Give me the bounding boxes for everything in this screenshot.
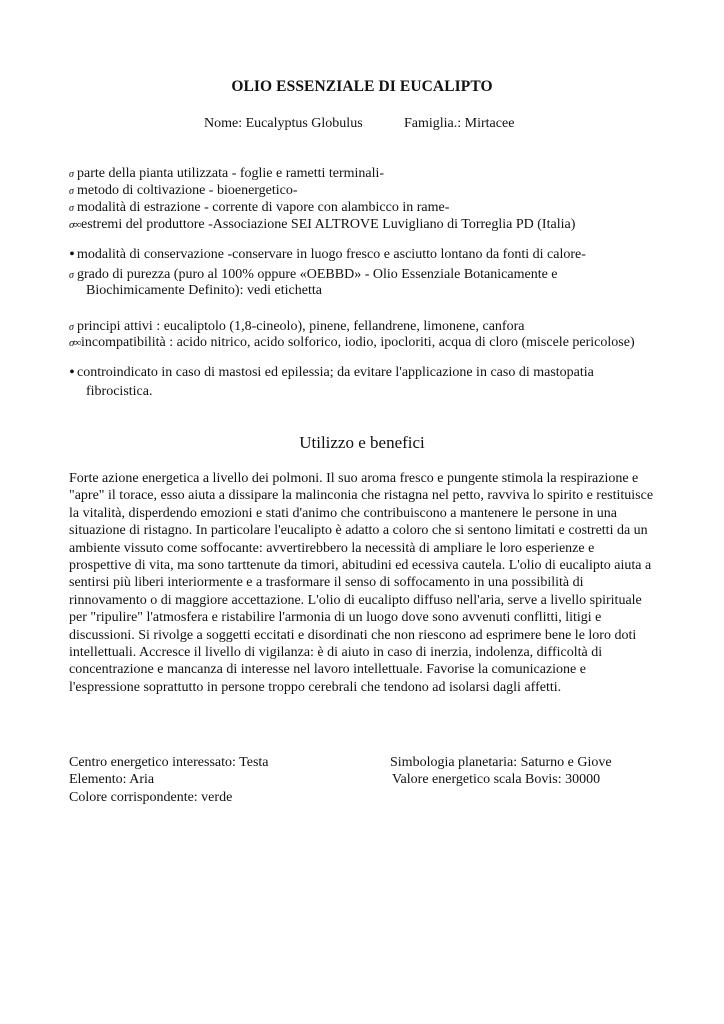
- property-purity: [69, 266, 558, 284]
- plant-family: Famiglia.: Mirtacee: [404, 116, 515, 131]
- planetary-symbology: Simbologia planetaria: Saturno e Giove: [390, 755, 612, 770]
- property-text: modalità di conservazione -conservare in luogo fresco e asciutto lontano da fonti di calore-: [77, 247, 586, 262]
- element: Elemento: Aria: [69, 772, 155, 787]
- bullet-marker: σ: [69, 322, 74, 333]
- property-text: modalità di estrazione - corrente di vapore con alambicco in rame-: [77, 200, 450, 215]
- bullet-marker: σ∞: [69, 337, 81, 349]
- benefits-paragraph: [69, 470, 659, 696]
- property-text: metodo di coltivazione - bioenergetico-: [77, 183, 298, 198]
- bovis-value: Valore energetico scala Bovis: 30000: [392, 772, 601, 787]
- property-extraction: [69, 199, 449, 217]
- benefits-text: Forte azione energetica a livello dei polmoni. Il suo aroma fresco e pungente stimola la respirazione e "apre" il torace, esso aiuta a dissipare la malinconia che ristagna nel petto, ravviva lo spirito e restituisce la vitalità, disperdendo emozioni e stati d'animo che contribuiscono a mantenere le persone in una situazione di ristagno. In particolare l'eucalipto è adatto a coloro che si sentono limitati e costretti da un ambiente vissuto come soffocante: avvertirebbero la necessità di ampliare le loro esperienze e prospettive di vita, ma sono tarttenute da timori, abitudini ed ecessiva cautela. L'olio di eucalipto aiuta a sentirsi più liberi interiormente e a trasformare il senso di soffocamento in una possibilità di rinnovamento o di maggiore accettazione. L'olio di eucalipto diffuso nell'aria, serve a livello spirituale per "ripulire" l'atmosfera e ristabilire l'armonia di un luogo dove sono avvenuti conflitti, litigi e discussioni. Si rivolge a soggetti eccitati e disordinati che non riescono ad esprimere bene le loro doti intellettuali. Accresce il livello di vigilanza: è di aiuto in caso di inerzia, indolenza, difficoltà di concentrazione e mancanza di interesse nel lavoro intellettuale. Favorise la comunicazione e l'espressione soprattutto in persone troppo cerebrali che tendono ad isolarsi dagli affetti.: [69, 471, 654, 695]
- property-contraindications: [69, 364, 594, 381]
- energy-center: Centro energetico interessato: Testa: [69, 755, 269, 770]
- property-text: grado di purezza (puro al 100% oppure «OEBBD» - Olio Essenziale Botanicamente e: [77, 267, 558, 282]
- property-conservation: [69, 246, 586, 263]
- bullet-marker: σ: [69, 169, 74, 180]
- bullet-marker: σ: [69, 270, 74, 281]
- property-part: [69, 165, 384, 183]
- corresponding-color: Colore corrispondente: verde: [69, 790, 233, 805]
- property-text: incompatibilità : acido nitrico, acido solforico, iodio, ipocloriti, acqua di cloro (miscele pericolose): [81, 335, 635, 350]
- property-producer: [69, 216, 575, 234]
- property-text: controindicato in caso di mastosi ed epilessia; da evitare l'applicazione in caso di mastopatia: [77, 365, 594, 380]
- property-text: principi attivi : eucaliptolo (1,8-cineolo), pinene, fellandrene, limonene, canfora: [77, 319, 525, 334]
- section-heading: Utilizzo e benefici: [299, 433, 425, 452]
- property-incompatibility: [69, 334, 635, 352]
- property-text: parte della pianta utilizzata - foglie e rametti terminali-: [77, 166, 385, 181]
- bullet-marker: σ∞: [69, 219, 81, 231]
- property-purity-continued: Biochimicamente Definito): vedi etichetta: [86, 283, 322, 298]
- bullet-marker: σ: [69, 203, 74, 214]
- bullet-marker: •: [69, 246, 75, 263]
- botanical-name: Nome: Eucalyptus Globulus: [204, 116, 363, 131]
- bullet-marker: •: [69, 364, 75, 381]
- property-contraindications-continued: fibrocistica.: [86, 384, 153, 399]
- property-method: [69, 182, 298, 200]
- property-text: estremi del produttore -Associazione SEI ALTROVE Luvigliano di Torreglia PD (Italia): [81, 217, 576, 232]
- document-title: OLIO ESSENZIALE DI EUCALIPTO: [231, 78, 493, 95]
- bullet-marker: σ: [69, 186, 74, 197]
